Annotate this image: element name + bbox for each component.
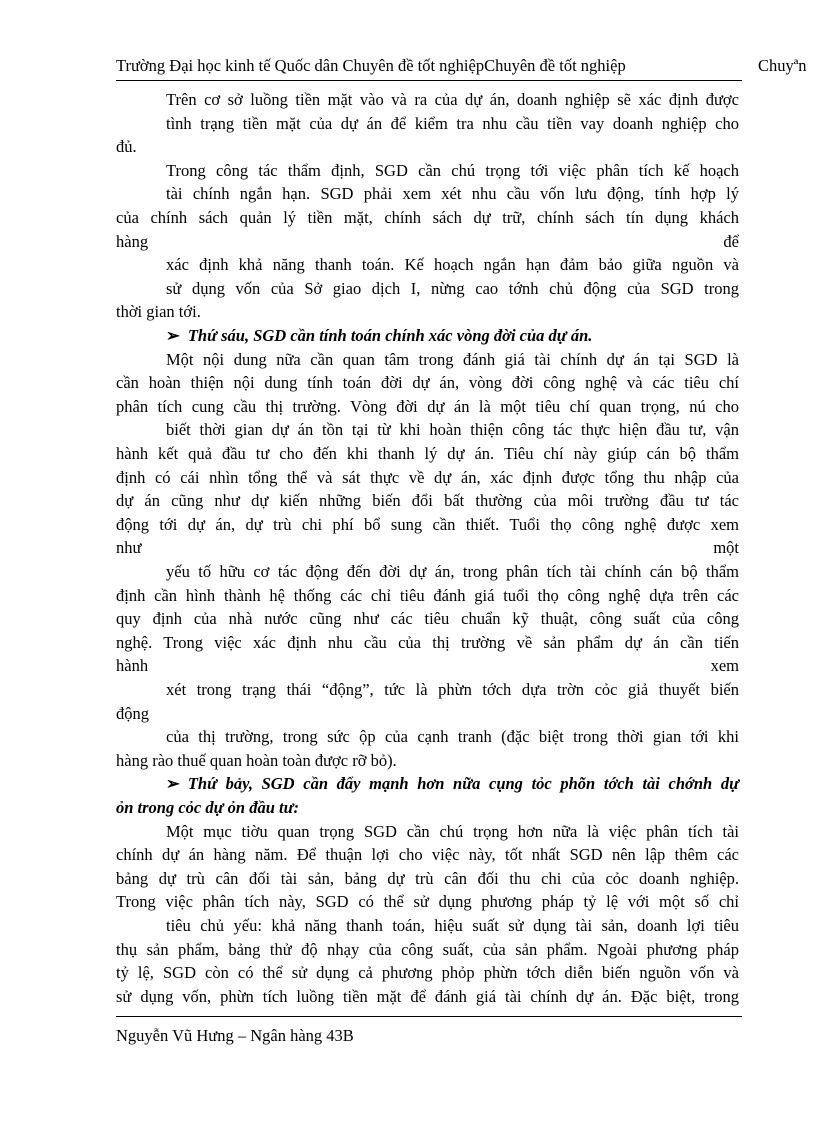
text-line: tỷ lệ, SGD còn có thể sử dụng cả phương phỏp phừn tớch diễn biến nguồn vốn và [116, 963, 739, 982]
text-line: sử dụng vốn của Sở giao dịch I, nừng cao tớnh chủ động của SGD trong [166, 279, 739, 298]
text-line [116, 654, 739, 678]
text-line: bảng dự trù cân đối tài sản, bảng dự trù cân đối thu chi của cỏc doanh nghiệp. [116, 869, 739, 888]
text-line [116, 536, 739, 560]
section-heading-continued: ỏn trong cỏc dự ỏn đầu tư: [116, 798, 299, 817]
text-line: định cần hình thành hệ thống các chỉ tiêu đánh giá tuổi thọ công nghệ dựa trên các [116, 586, 739, 605]
line-start-word: như [116, 538, 142, 557]
text-line: động [116, 704, 149, 723]
page-header [116, 56, 816, 76]
section-heading [116, 324, 739, 348]
text-line: hành kết quả đầu tư cho đến khi thanh lý dự án. Tiêu chí này giúp cán bộ thẩm [116, 444, 739, 463]
text-line: sử dụng vốn, phừn tích luồng tiền mặt để đánh giá tài chính dự án. Đặc biệt, trong [116, 987, 739, 1006]
section-heading-text: Thứ bảy, SGD cần đẩy mạnh hơn nữa cụng tỏc phõn tớch tài chớnh dự [187, 774, 739, 793]
text-line: chính dự án hàng năm. Để thuận lợi cho việc này, tốt nhất SGD nên lập thêm các [116, 845, 739, 864]
line-end-word: để [723, 232, 739, 251]
line-start-word: hàng [116, 232, 149, 251]
text-line: hàng rào thuế quan hoàn toàn được rỡ bỏ). [116, 751, 397, 770]
footer-rule [116, 1016, 742, 1017]
section-heading-text: Thứ sáu, SGD cần tính toán chính xác vòng đời của dự án. [187, 326, 593, 345]
arrow-bullet-icon: ➢ [166, 326, 180, 345]
text-line: cần hoàn thiện nội dung tính toán đời dự án, vòng đời công nghệ và các tiêu chí [116, 373, 739, 392]
text-line [116, 230, 739, 254]
line-end-word: xem [710, 656, 739, 675]
text-line: của chính sách quản lý tiền mặt, chính sách dự trữ, chính sách tín dụng khách [116, 208, 739, 227]
text-line: thời gian tới. [116, 302, 201, 321]
section-heading [116, 772, 739, 796]
text-line: động tới dự án, dự trù chi phí bổ sung cần thiết. Tuổi thọ công nghệ được xem [116, 515, 739, 534]
text-line: tài chính ngắn hạn. SGD phải xem xét nhu cầu vốn lưu động, tính hợp lý [166, 184, 739, 203]
text-line: tiêu chủ yếu: khả năng thanh toán, hiệu suất sử dụng tài sản, doanh lợi tiêu [166, 916, 739, 935]
header-rule [116, 80, 742, 81]
text-line: tình trạng tiền mặt của dự án để kiểm tra nhu cầu tiền vay doanh nghiệp cho [166, 114, 739, 133]
arrow-bullet-icon: ➢ [166, 774, 180, 793]
text-line: dự án cũng như dự kiến những biến đổi bất thường của môi trường đầu tư tác [116, 491, 739, 510]
line-start-word: hành [116, 656, 149, 675]
text-line: Trong công tác thẩm định, SGD cần chú trọng tới việc phân tích kế hoạch [166, 161, 739, 180]
header-extra: Chuyªn [758, 56, 807, 75]
text-line: thụ sản phẩm, bảng thử độ nhạy của công suất, của sản phẩm. Ngoài phương pháp [116, 940, 739, 959]
text-line: phân tích cung cầu thị trường. Vòng đời dự án là một tiêu chí quan trọng, nú cho [116, 397, 739, 416]
text-line: của thị trường, trong sức ộp của cạnh tranh (đặc biệt trong thời gian tới khi [166, 727, 739, 746]
line-end-word: một [713, 538, 739, 557]
text-line: nghệ. Trong việc xác định nhu cầu của thị trường về sản phẩm dự án cần tiến [116, 633, 739, 652]
header-text: Trường Đại học kinh tế Quốc dân Chuyên đề tốt nghiệpChuyên đề tốt nghiệp [116, 56, 626, 75]
text-line: Trên cơ sở luồng tiền mặt vào và ra của dự án, doanh nghiệp sẽ xác định được [166, 90, 739, 109]
text-line: Một mục tiờu quan trọng SGD cần chú trọng hơn nữa là việc phân tích tài [166, 822, 739, 841]
text-line: biết thời gian dự án tồn tại từ khi hoàn thiện công tác thực hiện đầu tư, vận [166, 420, 739, 439]
text-line: định có cái nhìn tổng thể và sát thực về dự án, xác định được tổng thu nhập của [116, 468, 739, 487]
text-line: đủ. [116, 137, 137, 156]
page-footer: Nguyễn Vũ Hưng – Ngân hàng 43B [116, 1026, 354, 1045]
text-line: Một nội dung nữa cần quan tâm trong đánh giá tài chính dự án tại SGD là [166, 350, 739, 369]
text-line: xét trong trạng thái “động”, tức là phừn tớch dựa trờn cỏc giả thuyết biến [166, 680, 739, 699]
text-line: quy định của nhà nước cũng như các tiêu chuẩn kỹ thuật, công suất của công [116, 609, 739, 628]
text-line: Trong việc phân tích này, SGD có thể sử dụng phương pháp tỷ lệ với một số chỉ [116, 892, 739, 911]
text-line: yếu tố hữu cơ tác động đến đời dự án, trong phân tích tài chính cán bộ thẩm [166, 562, 739, 581]
text-line: xác định khả năng thanh toán. Kế hoạch ngắn hạn đảm bảo giữa nguồn và [166, 255, 739, 274]
